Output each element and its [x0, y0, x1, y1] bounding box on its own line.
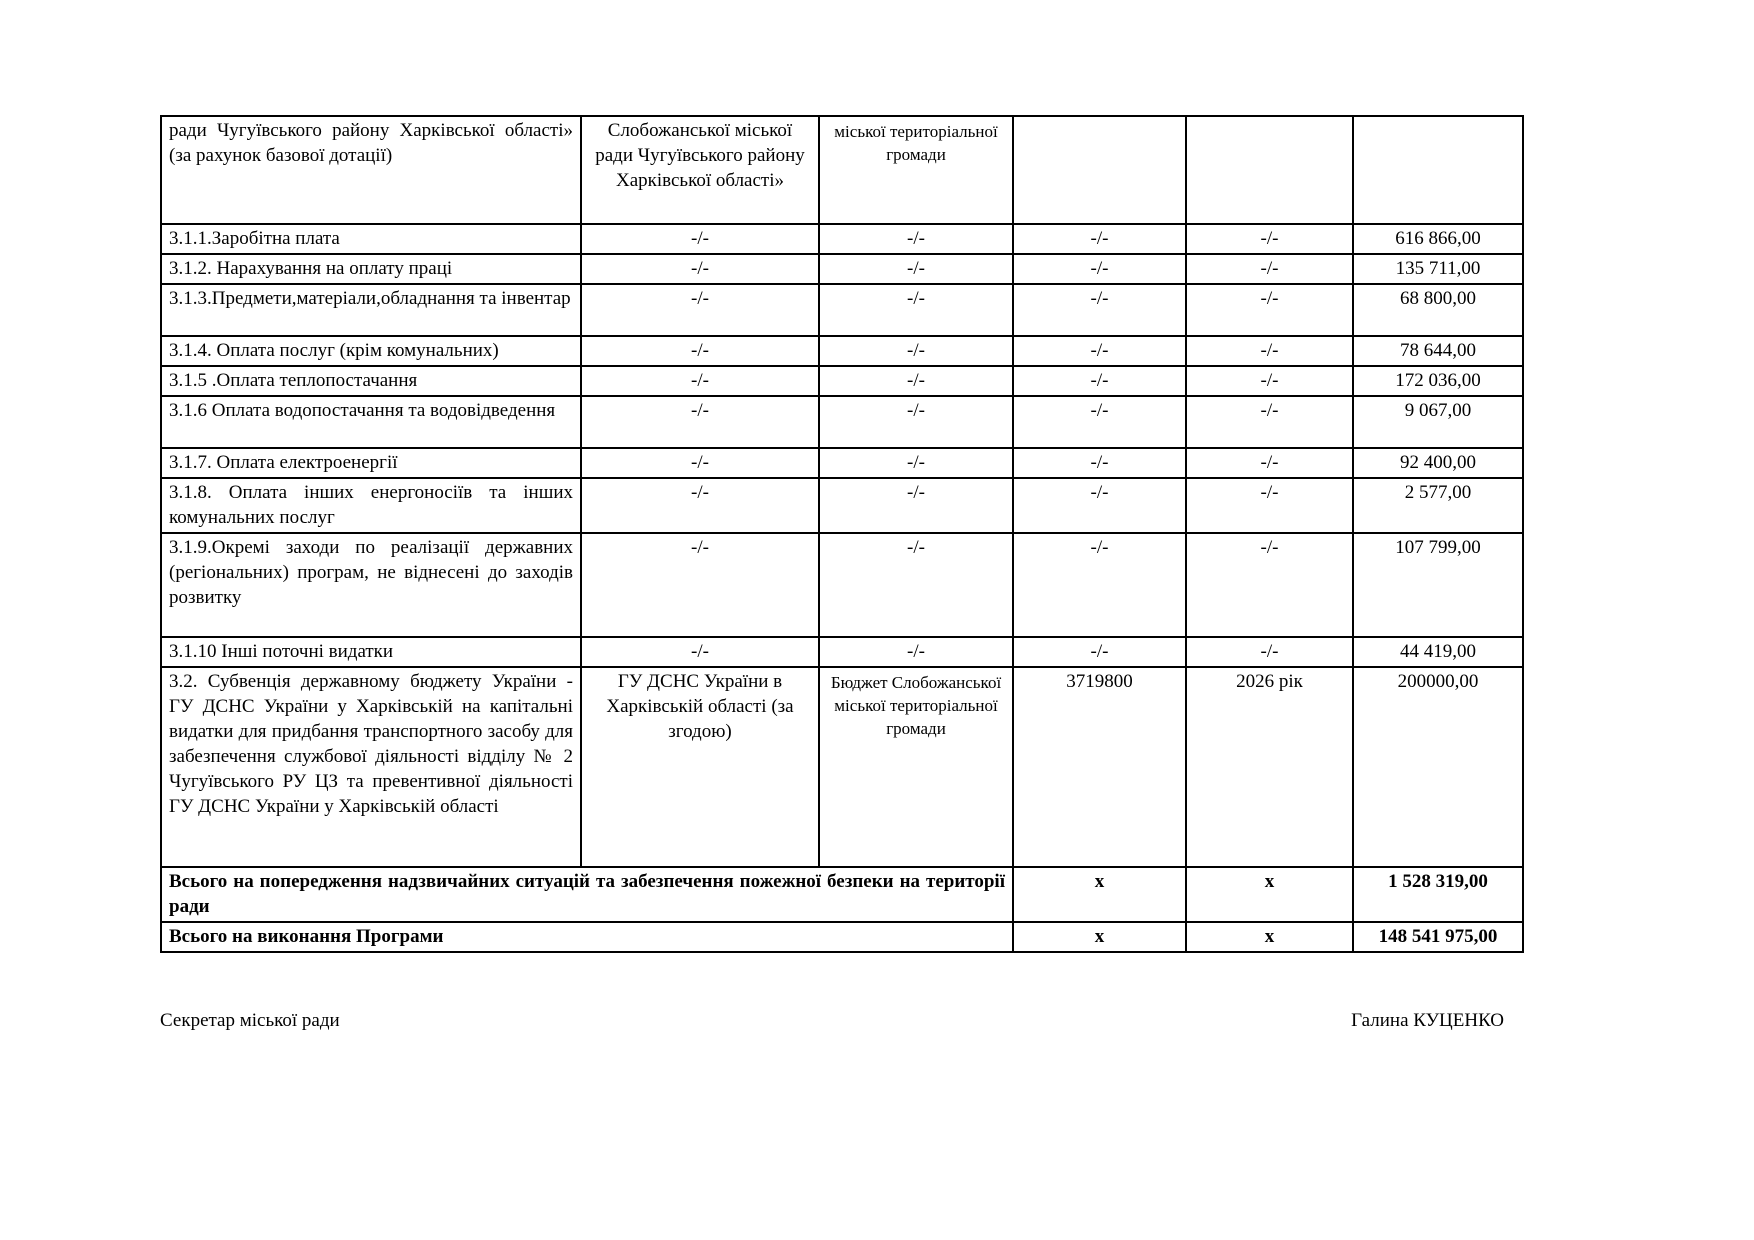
row-cell: -/-: [1186, 366, 1353, 396]
row-label: 3.1.7. Оплата електроенергії: [161, 448, 581, 478]
row-cell: 92 400,00: [1353, 448, 1523, 478]
row-label: 3.1.6 Оплата водопостачання та водовідведення: [161, 396, 581, 448]
header-cell-executor: Слобожанської міської ради Чугуївського району Харківської області»: [581, 116, 819, 224]
header-cell-funding-source: міської територіальної громади: [819, 116, 1013, 224]
row-cell: -/-: [1186, 533, 1353, 637]
row-cell: -/-: [581, 224, 819, 254]
row-cell: 135 711,00: [1353, 254, 1523, 284]
row-label: 3.1.3.Предмети,матеріали,обладнання та інвентар: [161, 284, 581, 336]
row-cell: -/-: [1186, 284, 1353, 336]
table-row: [161, 667, 1523, 867]
row-cell: 9 067,00: [1353, 396, 1523, 448]
row-cell: -/-: [1013, 637, 1186, 667]
row-label: 3.1.5 .Оплата теплопостачання: [161, 366, 581, 396]
row-cell: -/-: [1013, 533, 1186, 637]
header-cell-empty-1: [1013, 116, 1186, 224]
row-cell: -/-: [1013, 396, 1186, 448]
total-x-mark: x: [1013, 922, 1186, 952]
row-cell: Бюджет Слобожанської міської територіальної громади: [819, 667, 1013, 867]
total-row: [161, 922, 1523, 952]
row-cell: -/-: [581, 336, 819, 366]
row-cell: ГУ ДСНС України в Харківській області (за згодою): [581, 667, 819, 867]
row-label: 3.1.4. Оплата послуг (крім комунальних): [161, 336, 581, 366]
row-cell: -/-: [1013, 224, 1186, 254]
row-cell: -/-: [819, 448, 1013, 478]
secretary-title: Секретар міської ради: [160, 1010, 340, 1031]
row-cell: -/-: [819, 254, 1013, 284]
header-cell-empty-2: [1186, 116, 1353, 224]
row-cell: -/-: [1013, 366, 1186, 396]
row-cell: -/-: [581, 533, 819, 637]
row-cell: 616 866,00: [1353, 224, 1523, 254]
row-cell: -/-: [1186, 637, 1353, 667]
table-row: [161, 224, 1523, 254]
document-footer: [160, 1010, 1522, 1032]
row-cell: -/-: [1186, 336, 1353, 366]
table-row: [161, 448, 1523, 478]
row-cell: -/-: [581, 478, 819, 533]
row-cell: -/-: [819, 478, 1013, 533]
row-cell: -/-: [819, 366, 1013, 396]
row-cell: 2 577,00: [1353, 478, 1523, 533]
row-cell: 68 800,00: [1353, 284, 1523, 336]
header-cell-empty-3: [1353, 116, 1523, 224]
row-cell: -/-: [1186, 478, 1353, 533]
table-row: [161, 284, 1523, 336]
table-row: [161, 478, 1523, 533]
row-label: 3.1.10 Інші поточні видатки: [161, 637, 581, 667]
total-row: [161, 867, 1523, 922]
budget-table: [160, 115, 1524, 953]
header-row: [161, 116, 1523, 224]
row-cell: -/-: [1186, 448, 1353, 478]
row-cell: 172 036,00: [1353, 366, 1523, 396]
secretary-name: Галина КУЦЕНКО: [1351, 1010, 1504, 1031]
row-cell: -/-: [819, 533, 1013, 637]
row-cell: -/-: [581, 366, 819, 396]
table-row: [161, 637, 1523, 667]
total-label: Всього на виконання Програми: [161, 922, 1013, 952]
row-cell: -/-: [581, 396, 819, 448]
row-cell: -/-: [1013, 254, 1186, 284]
row-label: 3.1.2. Нарахування на оплату праці: [161, 254, 581, 284]
total-x-mark: x: [1013, 867, 1186, 922]
table-row: [161, 366, 1523, 396]
row-cell: -/-: [819, 284, 1013, 336]
total-x-mark: x: [1186, 867, 1353, 922]
total-amount: 148 541 975,00: [1353, 922, 1523, 952]
row-cell: -/-: [581, 254, 819, 284]
row-cell: -/-: [1013, 478, 1186, 533]
table-row: [161, 254, 1523, 284]
total-x-mark: x: [1186, 922, 1353, 952]
header-cell-program-name: ради Чугуївського району Харківської області» (за рахунок базової дотації): [161, 116, 581, 224]
row-cell: -/-: [1186, 396, 1353, 448]
row-cell: -/-: [819, 336, 1013, 366]
row-cell: -/-: [1186, 224, 1353, 254]
row-label: 3.1.1.Заробітна плата: [161, 224, 581, 254]
document-page: [160, 115, 1522, 1032]
row-cell: -/-: [1013, 284, 1186, 336]
row-cell: -/-: [1013, 448, 1186, 478]
row-label: 3.2. Субвенція державному бюджету України - ГУ ДСНС України у Харківській на капітальні видатки для придбання транспортного засобу для забезпечення службової діяльності відділу № 2 Чугуївського РУ ЦЗ та превентивної діяльності ГУ ДСНС України у Харківській області: [161, 667, 581, 867]
row-cell: -/-: [819, 224, 1013, 254]
row-label: 3.1.8. Оплата інших енергоносіїв та інших комунальних послуг: [161, 478, 581, 533]
table-row: [161, 533, 1523, 637]
row-cell: 78 644,00: [1353, 336, 1523, 366]
row-cell: -/-: [819, 396, 1013, 448]
row-cell: -/-: [581, 284, 819, 336]
table-row: [161, 396, 1523, 448]
row-cell: -/-: [1186, 254, 1353, 284]
row-label: 3.1.9.Окремі заходи по реалізації державних (регіональних) програм, не віднесені до заходів розвитку: [161, 533, 581, 637]
row-cell: 107 799,00: [1353, 533, 1523, 637]
row-cell: -/-: [581, 448, 819, 478]
row-cell: 200000,00: [1353, 667, 1523, 867]
row-cell: 44 419,00: [1353, 637, 1523, 667]
row-cell: -/-: [1013, 336, 1186, 366]
total-label: Всього на попередження надзвичайних ситуацій та забезпечення пожежної безпеки на території ради: [161, 867, 1013, 922]
row-cell: -/-: [581, 637, 819, 667]
total-amount: 1 528 319,00: [1353, 867, 1523, 922]
row-cell: 2026 рік: [1186, 667, 1353, 867]
table-row: [161, 336, 1523, 366]
row-cell: -/-: [819, 637, 1013, 667]
row-cell: 3719800: [1013, 667, 1186, 867]
